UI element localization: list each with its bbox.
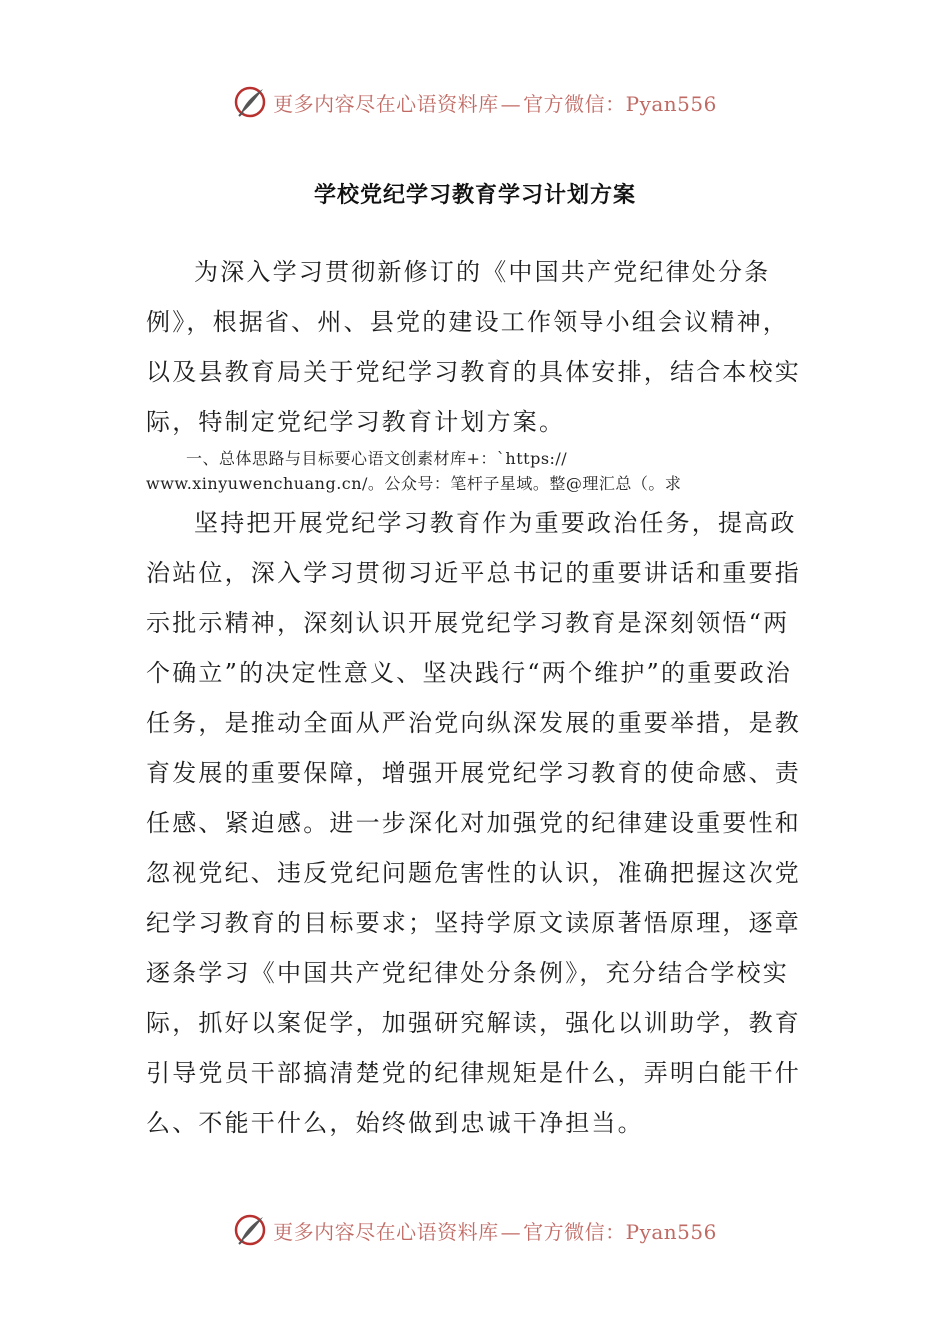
main-paragraph: 坚持把开展党纪学习教育作为重要政治任务，提高政治站位，深入学习贯彻习近平总书记的重要讲话和重要指示批示精神，深刻认识开展党纪学习教育是深刻领悟“两个确立”的决定性意义、坚决践行“两个维护”的重要政治任务，是推动全面从严治党向纵深发展的重要举措，是教育发展的重要保障，增强开展党纪学习教育的使命感、责任感、紧迫感。进一步深化对加强党的纪律建设重要性和忽视党纪、违反党纪问题危害性的认识，准确把握这次党纪学习教育的目标要求；坚持学原文读原著悟原理，逐章逐条学习《中国共产党纪律处分条例》，充分结合学校实际，抓好以案促学，加强研究解读，强化以训助学，教育引导党员干部搞清楚党的纪律规矩是什么，弄明白能干什么、不能干什么，始终做到忠诚干净担当。 xyxy=(146,509,801,1137)
footer-banner xyxy=(0,1210,950,1250)
banner-main-text: 更多内容尽在心语资料库 xyxy=(273,1219,499,1244)
quill-logo-icon xyxy=(233,1213,267,1247)
section-note xyxy=(146,446,786,496)
banner-wechat-text: 官方微信：Pyan556 xyxy=(523,91,717,116)
banner-main-text: 更多内容尽在心语资料库 xyxy=(273,91,499,116)
banner-wechat-text: 官方微信：Pyan556 xyxy=(523,1219,717,1244)
document-title: 学校党纪学习教育学习计划方案 xyxy=(313,182,636,208)
section-note-line-1: 一、总体思路与目标要心语文创素材库+：`https:// xyxy=(186,449,568,468)
quill-logo-icon xyxy=(233,85,267,119)
banner-text xyxy=(273,1216,717,1245)
intro-paragraph: 为深入学习贯彻新修订的《中国共产党纪律处分条例》，根据省、州、县党的建设工作领导小组会议精神，以及县教育局关于党纪学习教育的具体安排，结合本校实际，特制定党纪学习教育计划方案。 xyxy=(146,258,801,436)
banner-dash: — xyxy=(500,1219,522,1244)
section-note-line-2: www.xinyuwenchuang.cn/。公众号：笔杆子星域。整@理汇总（。求 xyxy=(146,474,682,493)
banner-dash: — xyxy=(500,91,522,116)
header-banner xyxy=(0,82,950,122)
banner-text xyxy=(273,88,717,117)
